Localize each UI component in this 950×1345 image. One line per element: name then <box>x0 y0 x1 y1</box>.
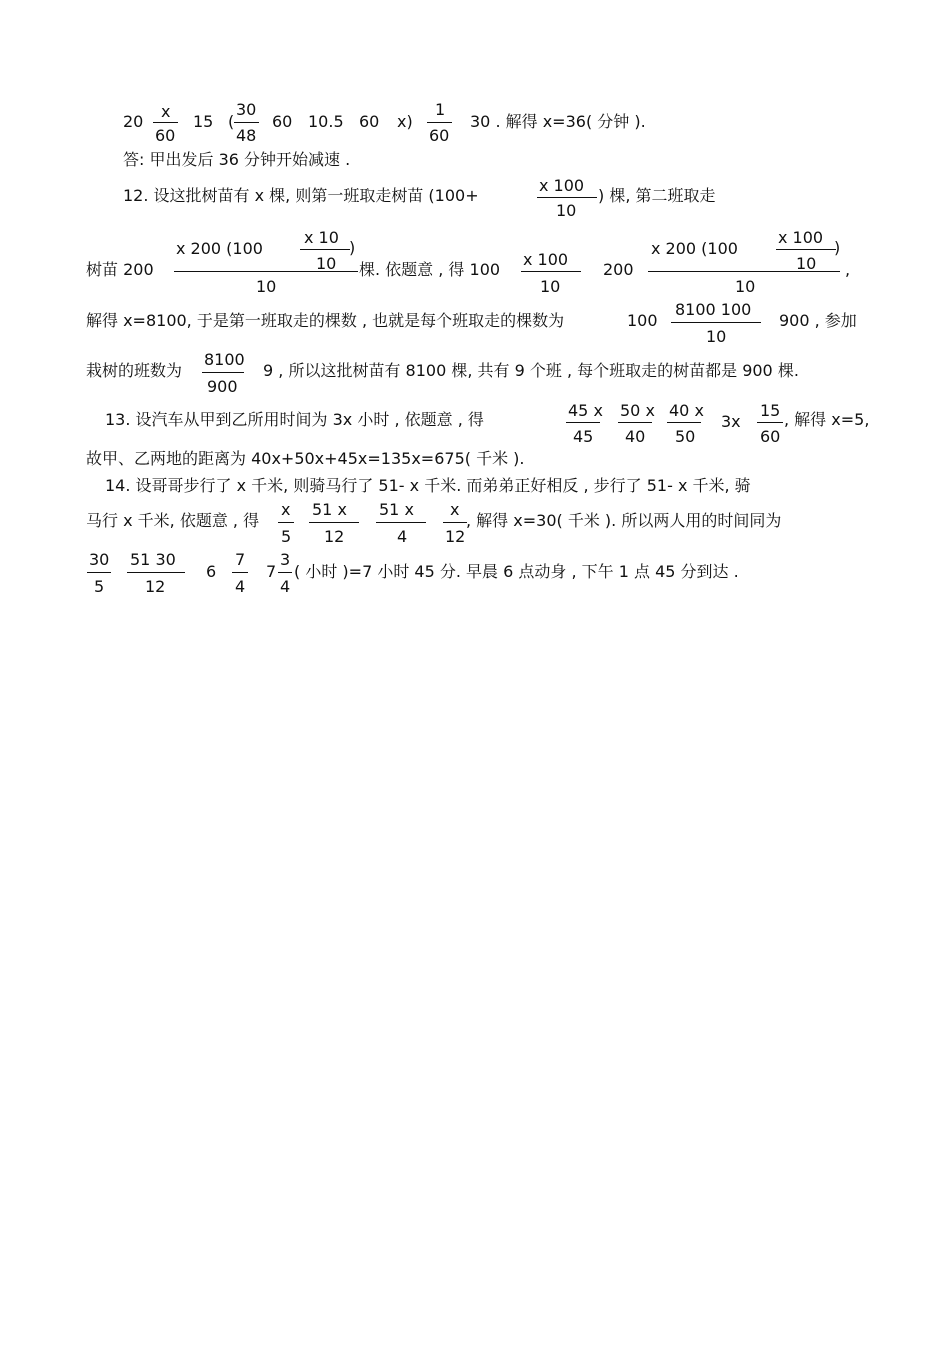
p14-f3-den: 4 <box>397 527 408 546</box>
p12-l4-head: 栽树的班数为 <box>86 361 183 380</box>
fraction-bar <box>300 249 350 250</box>
p12-l4-tail: 9 , 所以这批树苗有 8100 棵, 共有 9 个班 , 每个班取走的树苗都是 900 棵. <box>263 361 799 380</box>
p12-line1: 12. 设这批树苗有 x 棵, 则第一班取走树苗 (100+ <box>123 186 479 205</box>
p13-tail: , 解得 x=5, <box>784 410 870 429</box>
fraction-bar <box>234 122 259 123</box>
fraction-bar <box>309 522 359 523</box>
fraction-bar <box>648 271 840 272</box>
p12-l2-comma: , <box>845 260 851 279</box>
p14-l3-f2-den: 12 <box>145 577 166 596</box>
p14-f1-num: x <box>281 500 291 519</box>
p14-f3-num: 51 x <box>379 500 414 519</box>
fraction-bar <box>202 372 244 373</box>
eq11-term-60: 60 <box>272 112 293 131</box>
p14-l3-f3-num: 7 <box>235 550 246 569</box>
p12-l2-f3-num: x 200 (100 <box>651 239 738 258</box>
p12-l2-num: x 200 (100 <box>176 239 263 258</box>
p12-l2-f3-inner-den: 10 <box>796 254 817 273</box>
eq11-frac2-den: 48 <box>236 126 257 145</box>
fraction-bar <box>376 522 426 523</box>
p13-head: 13. 设汽车从甲到乙所用时间为 3x 小时 , 依题意 , 得 <box>105 410 484 429</box>
p14-l3-7: 7 <box>266 562 277 581</box>
p14-l3-f1-num: 30 <box>89 550 110 569</box>
p12-l4-frac-num: 8100 <box>204 350 245 369</box>
fraction-bar <box>671 322 761 323</box>
p14-l3-f3-den: 4 <box>235 577 246 596</box>
p14-f2-num: 51 x <box>312 500 347 519</box>
fraction-bar <box>443 522 467 523</box>
p13-f3-num: 40 x <box>669 401 704 420</box>
eq11-term-x: x) <box>397 112 413 131</box>
p12-l2-inner-den: 10 <box>316 254 337 273</box>
eq11-paren: ( <box>228 112 235 131</box>
p12-l3-tail: 900 , 参加 <box>779 311 857 330</box>
fraction-bar <box>776 249 836 250</box>
fraction-bar <box>232 572 248 573</box>
p12-l2-f3-close: ) <box>834 238 841 257</box>
p14-l3-f2-num: 51 30 <box>130 550 176 569</box>
p12-l3-head: 解得 x=8100, 于是第一班取走的棵数 , 也就是每个班取走的棵数为 <box>86 311 565 330</box>
p14-l3-f4-num: 3 <box>280 550 291 569</box>
p14-f1-den: 5 <box>281 527 292 546</box>
p13-f4-den: 60 <box>760 427 781 446</box>
p13-line2: 故甲、乙两地的距离为 40x+50x+45x=135x=675( 千米 ). <box>86 449 525 468</box>
p13-f4-num: 15 <box>760 401 781 420</box>
p14-f4-den: 12 <box>445 527 466 546</box>
p12-l2-head: 树苗 200 <box>86 260 154 279</box>
eq11-frac-num: x <box>161 102 171 121</box>
p14-l2-head: 马行 x 千米, 依题意 , 得 <box>86 511 260 530</box>
fraction-bar <box>278 572 292 573</box>
fraction-bar <box>566 422 600 423</box>
p12-frac1-num: x 100 <box>539 176 585 195</box>
fraction-bar <box>537 197 597 198</box>
p14-l3-f1-den: 5 <box>94 577 105 596</box>
p14-f2-den: 12 <box>324 527 345 546</box>
p12-l2-inner-num: x 10 <box>304 228 339 247</box>
p12-l3-frac-den: 10 <box>706 327 727 346</box>
p14-l3-6: 6 <box>206 562 217 581</box>
fraction-bar <box>757 422 783 423</box>
p12-l2-200: 200 <box>603 260 634 279</box>
fraction-bar <box>278 522 294 523</box>
eq11-term-20: 20 <box>123 112 144 131</box>
fraction-bar <box>87 572 111 573</box>
p12-l2-den: 10 <box>256 277 277 296</box>
eq11-term-60b: 60 <box>359 112 380 131</box>
p13-mid: 3x <box>721 412 741 431</box>
p12-frac1-den: 10 <box>556 201 577 220</box>
p14-line1: 14. 设哥哥步行了 x 千米, 则骑马行了 51- x 千米. 而弟弟正好相反 , 步行了 51- x 千米, 骑 <box>105 476 751 495</box>
eq11-term-105: 10.5 <box>308 112 344 131</box>
p14-l2-tail: , 解得 x=30( 千米 ). 所以两人用的时间同为 <box>466 511 782 530</box>
eq11-frac-den: 60 <box>155 126 176 145</box>
fraction-bar <box>127 572 185 573</box>
p14-l3-f4-den: 4 <box>280 577 291 596</box>
eq11-term-15: 15 <box>193 112 214 131</box>
p12-l2-f2-num: x 100 <box>523 250 569 269</box>
eq11-frac3-den: 60 <box>429 126 450 145</box>
eq11-answer: 答: 甲出发后 36 分钟开始减速 . <box>123 150 351 169</box>
p12-l2-f3-den: 10 <box>735 277 756 296</box>
p12-l3-frac-num: 8100 100 <box>675 300 752 319</box>
p13-f3-den: 50 <box>675 427 696 446</box>
p12-l3-100: 100 <box>627 311 658 330</box>
fraction-bar <box>153 122 178 123</box>
p12-l2-mid: 棵. 依题意 , 得 100 <box>359 260 501 279</box>
eq11-tail: 30 . 解得 x=36( 分钟 ). <box>470 112 646 131</box>
p13-f2-num: 50 x <box>620 401 655 420</box>
fraction-bar <box>521 271 581 272</box>
p12-l4-frac-den: 900 <box>207 377 238 396</box>
p14-l3-tail: ( 小时 )=7 小时 45 分. 早晨 6 点动身 , 下午 1 点 45 分到达 . <box>294 562 739 581</box>
p13-f1-den: 45 <box>573 427 594 446</box>
fraction-bar <box>618 422 652 423</box>
p12-l2-f3-inner-num: x 100 <box>778 228 824 247</box>
eq11-frac2-num: 30 <box>236 100 257 119</box>
fraction-bar <box>174 271 358 272</box>
p12-l2-f2-den: 10 <box>540 277 561 296</box>
p13-f2-den: 40 <box>625 427 646 446</box>
eq11-frac3-num: 1 <box>435 100 446 119</box>
fraction-bar <box>427 122 452 123</box>
p14-f4-num: x <box>450 500 460 519</box>
p13-f1-num: 45 x <box>568 401 603 420</box>
fraction-bar <box>667 422 701 423</box>
p12-l2-inner-close: ) <box>349 238 356 257</box>
p12-line1-tail: ) 棵, 第二班取走 <box>598 186 716 205</box>
